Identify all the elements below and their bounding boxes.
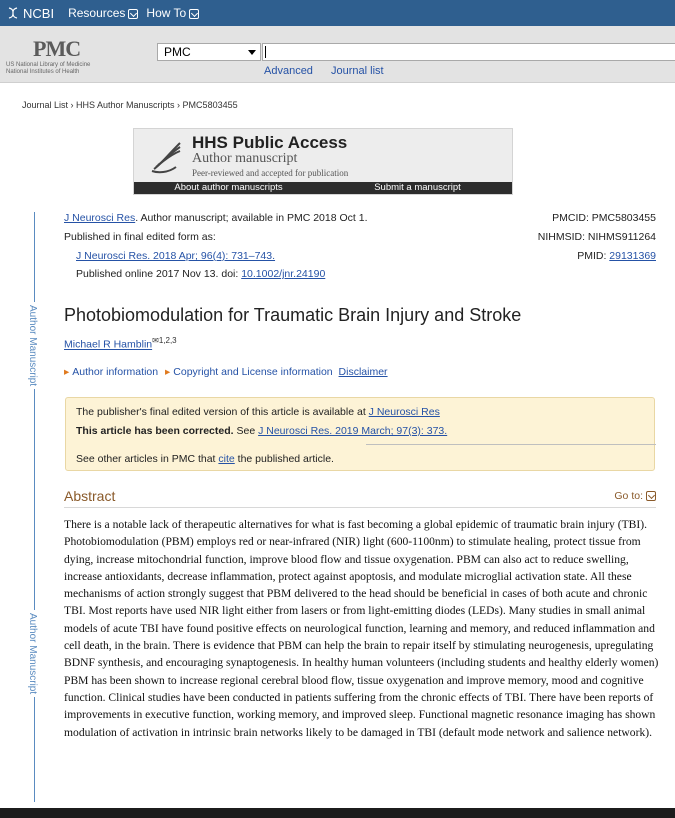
final-ref-text[interactable]: J Neurosci Res. 2018 Apr; 96(4): 731–743.: [76, 250, 276, 262]
pmcid: PMCID: PMC5803455: [552, 212, 656, 224]
published-online-text: Published online 2017 Nov 13. doi:: [76, 268, 242, 280]
chevron-down-icon[interactable]: [128, 9, 138, 19]
notice-line-1: [76, 406, 440, 418]
advanced-link[interactable]: Advanced: [264, 65, 313, 77]
final-ref-link[interactable]: [76, 250, 275, 262]
correction-link[interactable]: J Neurosci Res. 2019 March; 97(3): 373.: [258, 425, 448, 437]
author-affiliations: 1,2,3: [158, 336, 177, 345]
envelope-icon[interactable]: ✉: [152, 336, 159, 345]
hhs-title: HHS Public Access: [192, 133, 348, 152]
resources-menu[interactable]: Resources: [68, 6, 126, 20]
taskbar: [0, 808, 675, 818]
side-rule: [34, 212, 35, 802]
hhs-eagle-icon: [146, 137, 186, 177]
author-information-link[interactable]: Author information: [72, 366, 159, 378]
notice-text: The publisher's final edited version of this article is available at: [76, 406, 369, 418]
author-link[interactable]: Michael R Hamblin: [64, 338, 153, 351]
search-input[interactable]: [262, 43, 675, 61]
author-manuscript-side-label: Author Manuscript: [27, 302, 38, 389]
disclaimer-link[interactable]: Disclaimer: [338, 366, 388, 378]
abstract-heading: Abstract: [64, 488, 116, 504]
database-select[interactable]: [157, 43, 261, 61]
citation-text: . Author manuscript; available in PMC 2018 Oct 1.: [135, 212, 368, 224]
notice-line-3: [76, 453, 334, 465]
published-online: [76, 268, 325, 280]
ncbi-top-bar: [0, 0, 675, 26]
submit-manuscript-link[interactable]: Submit a manuscript: [374, 182, 461, 193]
nlm-line: US National Library of Medicine: [6, 62, 91, 68]
hhs-peer-note: Peer-reviewed and accepted for publication: [192, 168, 349, 178]
howto-menu[interactable]: How To: [146, 6, 187, 20]
nihmsid: NIHMSID: NIHMS911264: [537, 231, 656, 243]
ncbi-logo-text: NCBI: [23, 5, 55, 21]
cite-link[interactable]: cite: [218, 453, 235, 465]
copyright-link[interactable]: Copyright and License information: [173, 366, 333, 378]
notice-text: See: [233, 425, 259, 437]
notice-text: the published article.: [234, 453, 334, 465]
ncbi-helix-icon: [7, 7, 19, 19]
chevron-down-icon[interactable]: [189, 9, 199, 19]
doi-link[interactable]: 10.1002/jnr.24190: [241, 268, 326, 280]
goto-label[interactable]: Go to:: [614, 490, 643, 502]
pmid-label: PMID:: [577, 250, 610, 262]
citation-line: [64, 212, 368, 224]
pmc-header: [0, 26, 675, 83]
ncbi-logo[interactable]: [7, 6, 54, 21]
dropdown-arrow-icon: [248, 50, 256, 55]
notice-text: See other articles in PMC that: [76, 453, 219, 465]
hhs-subtitle: Author manuscript: [192, 151, 298, 166]
text-caret: [265, 46, 266, 58]
notice-line-2: [76, 425, 447, 437]
bullet-icon: ▸: [64, 366, 70, 378]
pmid-link[interactable]: 29131369: [609, 250, 656, 262]
nih-line: National Institutes of Health: [6, 69, 80, 75]
publisher-notice: [65, 397, 655, 471]
author-manuscript-side-label: Author Manuscript: [27, 610, 38, 697]
author-line: [64, 336, 177, 351]
breadcrumb[interactable]: Journal List › HHS Author Manuscripts › PMC5803455: [22, 100, 238, 110]
journal-list-link[interactable]: Journal list: [331, 65, 384, 77]
abstract-text: There is a notable lack of therapeutic alternatives for what is fast becoming a global epidemic of traumatic brain injury (TBI). Photobiomodulation (PBM) employs red or near-infrared (NIR) light (600-1100nm) to stimulate healing, protect tissue from dying, increase mitochondrial function, improve blood flow and tissue oxygenation. PBM can also act to reduce swelling, increase antioxidants, decrease inflammation, protect against apoptosis, and modulate microglial activation state. All these mechanisms of action strongly suggest that PBM delivered to the head should be beneficial in cases of both acute and chronic TBI. Most reports have used NIR light either from lasers or from light-emitting diodes (LEDs). Many studies in small animal models of acute TBI have found positive effects on neurological function, learning and memory, and reduced inflammation and cell death, in the brain. There is evidence that PBM can help the brain to repair itself by stimulating neurogenesis, upregulating BDNF synthesis, and encouraging synaptogenesis. In healthy human volunteers (including students and healthy elderly women) PBM has been shown to increase regional cerebral blood flow, tissue oxygenation and improve memory, mood and cognitive function. Clinical studies have been conducted in patients suffering from the chronic effects of TBI. There have been reports of improvements in executive function, working memory, and improved sleep. Functional magnetic resonance imaging has shown modulation of activation in intrinsic brain networks likely to be damaged in TBI (default mode network and salience network).: [64, 518, 659, 739]
about-author-manuscripts-link[interactable]: About author manuscripts: [174, 182, 283, 193]
database-select-value: PMC: [164, 45, 191, 59]
abstract-header: [64, 488, 656, 508]
journal-link[interactable]: J Neurosci Res: [64, 212, 136, 224]
pmc-logo[interactable]: PMC: [33, 36, 81, 61]
pmid: [440, 250, 656, 262]
correction-notice: This article has been corrected.: [76, 425, 234, 437]
goto-menu[interactable]: [614, 490, 656, 502]
notice-divider: [366, 444, 656, 445]
chevron-down-icon[interactable]: [646, 491, 656, 501]
published-as: Published in final edited form as:: [64, 231, 216, 243]
author-info-row: [64, 366, 388, 378]
publisher-version-link[interactable]: J Neurosci Res: [368, 406, 440, 418]
bullet-icon: ▸: [165, 366, 171, 378]
nlm-subtitle: [6, 62, 90, 76]
hhs-public-access-banner: [133, 128, 513, 195]
article-title: Photobiomodulation for Traumatic Brain Injury and Stroke: [64, 305, 522, 325]
